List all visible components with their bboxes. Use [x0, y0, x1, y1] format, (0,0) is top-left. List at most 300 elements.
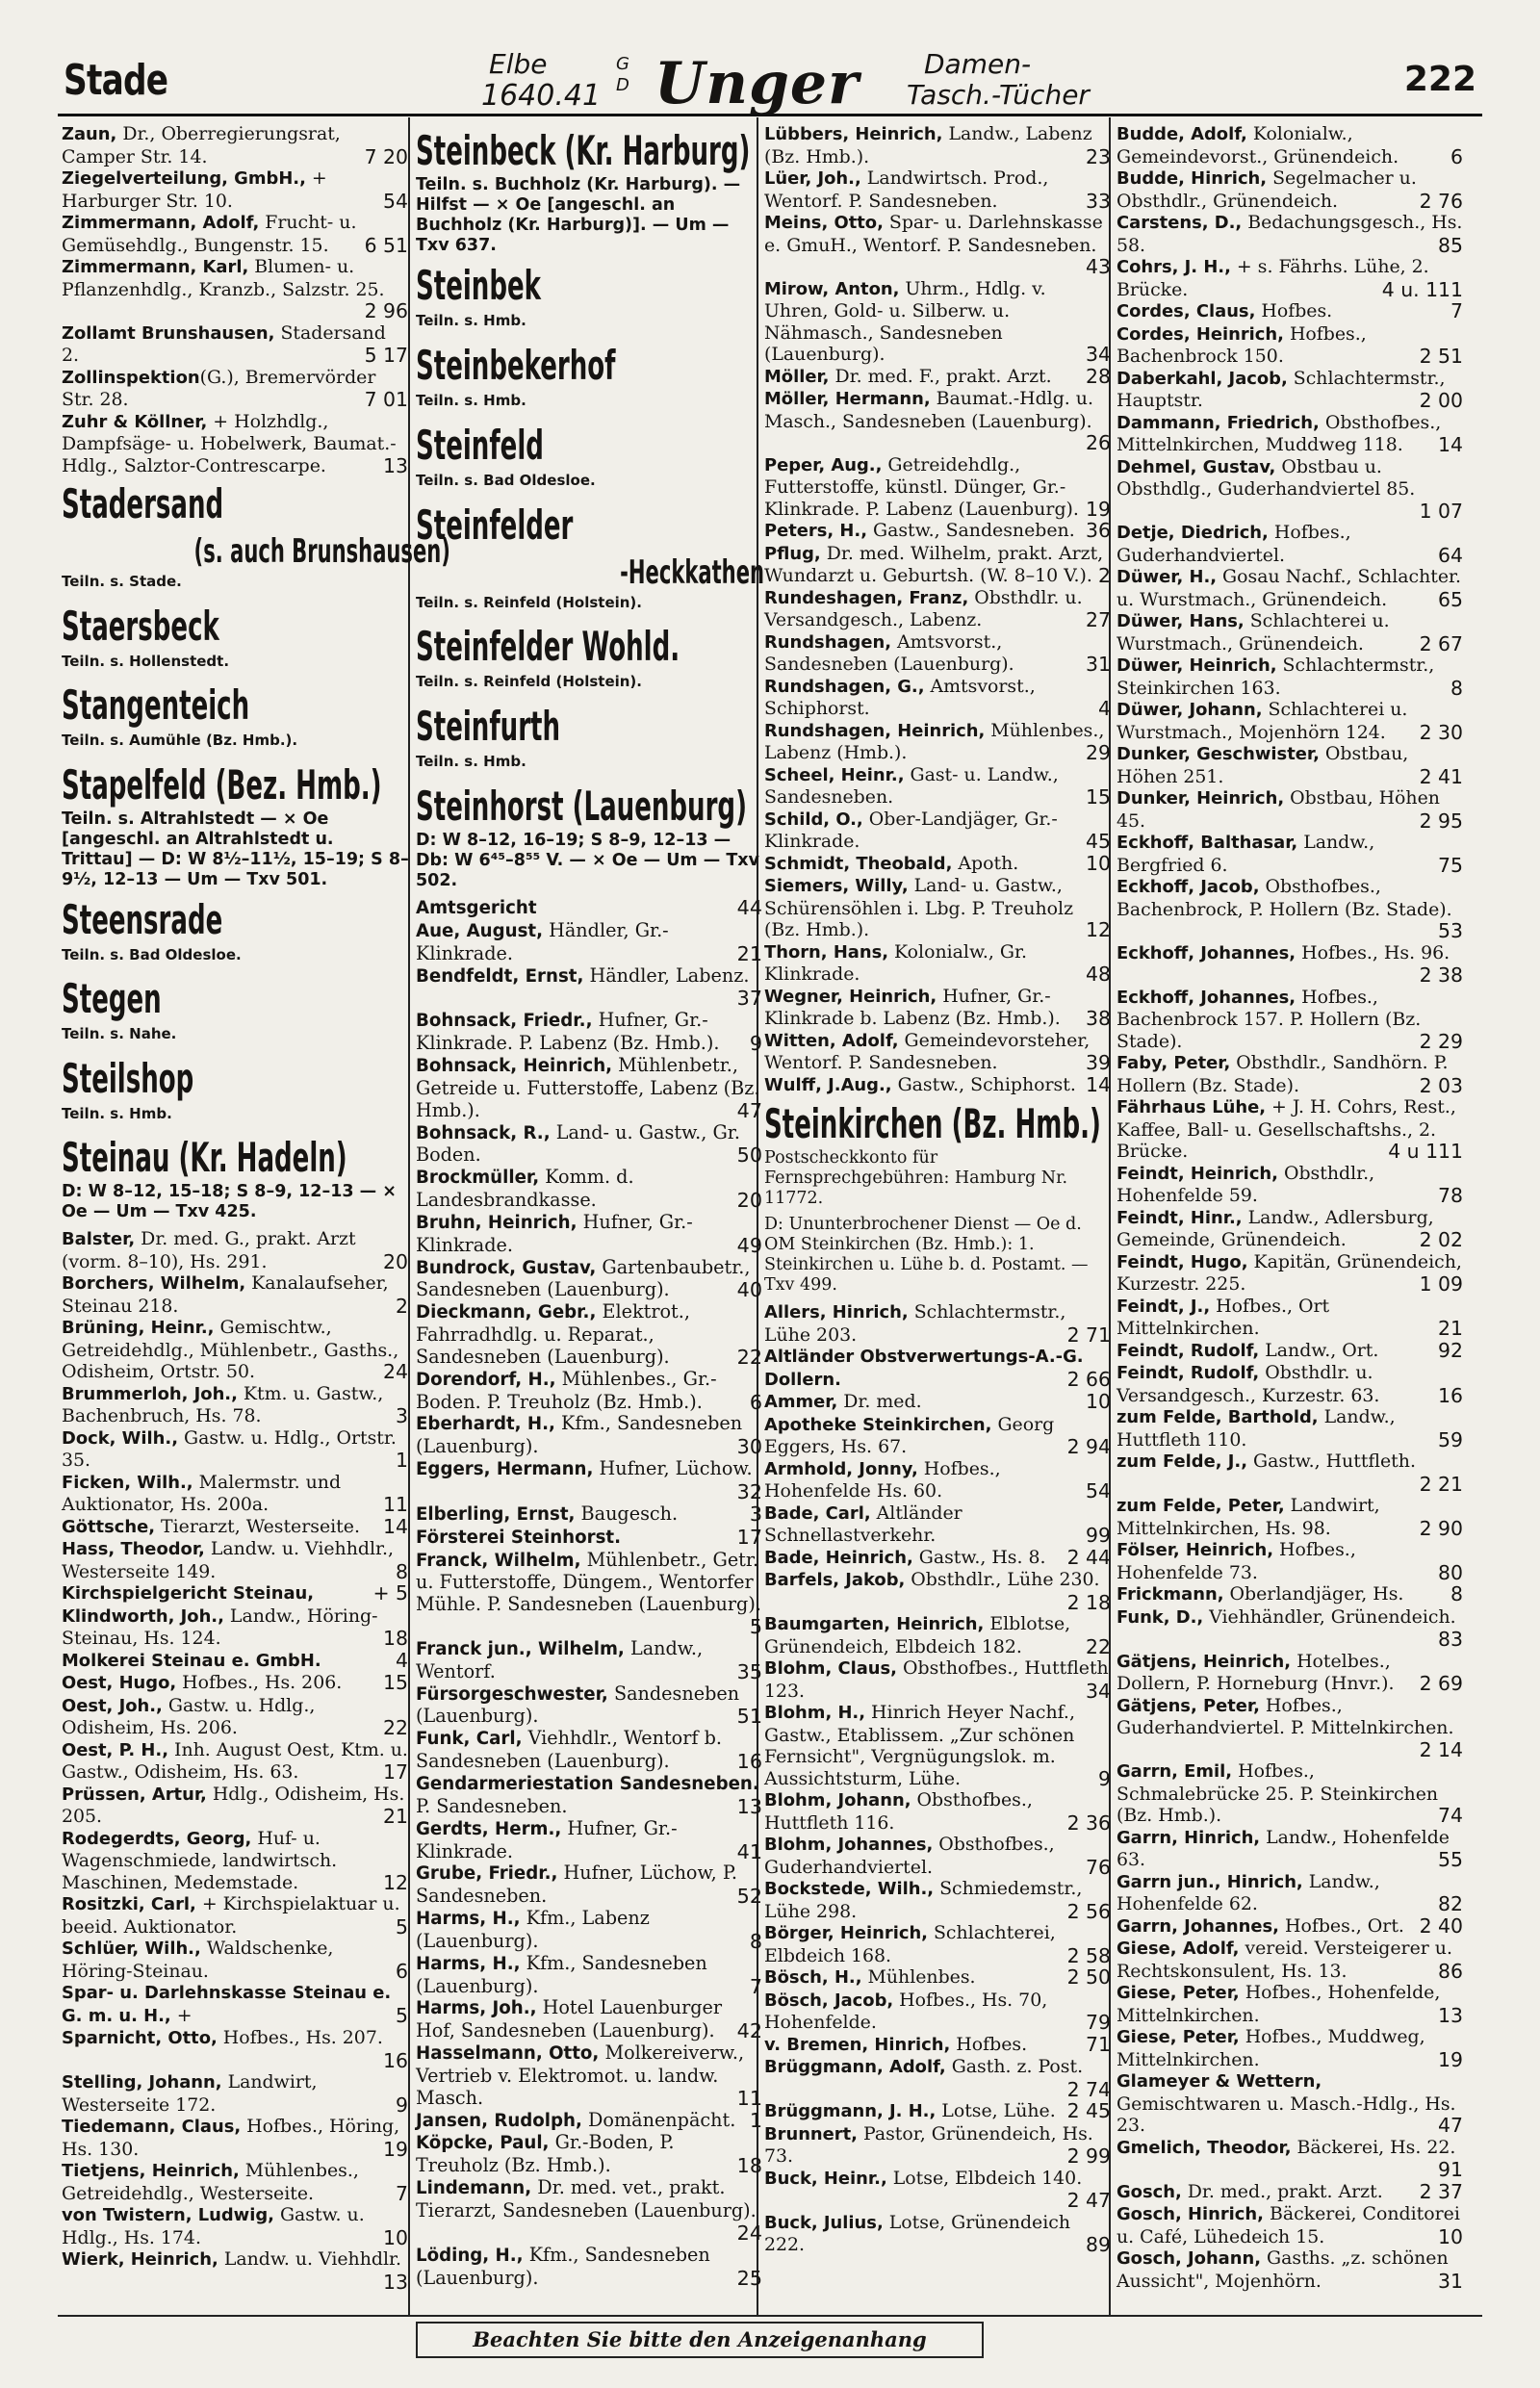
entry-name: Försterei Steinhorst. — [416, 1527, 622, 1548]
service-hours-info: Teiln. s. Buchholz (Kr. Harburg). — Hilfst — × Oe [angeschl. an Buchholz (Kr. Harburg)]. — Um — Txv 637. — [416, 175, 741, 255]
entry-name: Oest, Joh., — [62, 1695, 163, 1716]
entry-details: Hofbes., Schmalebrücke 25. P. Steinkirchen (Bz. Hmb.). — [1116, 1760, 1439, 1826]
directory-entry — [416, 1638, 764, 1683]
entry-name: Budde, Hinrich, — [1116, 168, 1268, 189]
entry-details: Lotse, Grünendeich 222. — [764, 2211, 1071, 2255]
entry-name: Baumgarten, Heinrich, — [764, 1614, 985, 1634]
phone-number: 14 — [1086, 1072, 1111, 1096]
entry-details: Obsthofbes., Huttfleth 123. — [764, 1657, 1109, 1702]
place-name-heading: Steinfelder — [416, 501, 574, 549]
directory-entry — [1116, 566, 1465, 610]
directory-entry — [764, 587, 1113, 631]
entry-name: Bohnsack, Friedr., — [416, 1011, 593, 1032]
directory-entry — [764, 986, 1113, 1030]
entry-name: Rositzki, Carl, — [62, 1894, 196, 1914]
directory-entry — [62, 1828, 410, 1894]
place-name-heading: Steinfeld — [416, 421, 544, 469]
entry-name: Zuhr & Köllner, — [62, 411, 208, 432]
entry-name: Zimmermann, Adolf, — [62, 213, 260, 233]
entry-details: Landw., Huttfleth 110. — [1116, 1406, 1396, 1451]
phone-number: 21 — [1438, 1317, 1463, 1340]
entry-name: Garrn, Hinrich, — [1116, 1827, 1261, 1848]
directory-entry — [416, 1010, 764, 1055]
directory-entry — [764, 2100, 1113, 2123]
directory-entry — [764, 1391, 1113, 1414]
entry-details: Uhrm., Hdlg. v. Uhren, Gold- u. Silberw. u. Nähmasch., Sandesneben (Lauenburg). — [764, 277, 1046, 365]
ad-gd-d: D — [616, 75, 629, 95]
entry-name: Möller, Hermann, — [764, 389, 931, 409]
phone-number: 78 — [1438, 1184, 1463, 1207]
entry-name: Feindt, Hugo, — [1116, 1251, 1248, 1272]
entry-details: Apoth. — [952, 852, 1019, 874]
entry-details: Händler, Labenz. — [583, 963, 750, 987]
entry-name: Glameyer & Wettern, — [1116, 2071, 1322, 2092]
page-header — [58, 46, 1482, 117]
phone-number: 17 — [383, 1760, 408, 1784]
entry-details: Kfm., Sandesneben (Lauenburg). — [416, 1951, 707, 1997]
header-rule — [58, 114, 1482, 116]
phone-number: 14 — [1438, 433, 1463, 456]
service-hours-info: Teiln. s. Altrahlstedt — × Oe [angeschl. an Altrahlstedt u. Trittau] — D: W 8½–11½, 15–19; S 8–9½, 12–13 — Um — Txv 501. — [62, 809, 409, 889]
entry-name: Franck jun., Wilhelm, — [416, 1638, 625, 1659]
directory-entry — [1116, 1362, 1465, 1406]
entry-name: Eckhoff, Balthasar, — [1116, 833, 1298, 853]
phone-number: 2 30 — [1419, 720, 1463, 744]
directory-entry — [62, 2160, 410, 2204]
phone-number: 32 — [736, 1480, 762, 1503]
ad-line-2: 1640.41 — [481, 79, 602, 113]
entry-details: Dr. med., prakt. Arzt. — [1181, 2180, 1383, 2202]
entry-name: Gosch, — [1116, 2181, 1182, 2202]
directory-entry — [1116, 2247, 1465, 2292]
entry-name: Dammann, Friedrich, — [1116, 412, 1320, 433]
entry-name: Witten, Adolf, — [764, 1030, 899, 1051]
directory-entry — [764, 853, 1113, 876]
phone-number: 15 — [1086, 785, 1111, 809]
phone-number: 20 — [736, 1189, 762, 1213]
subscriber-reference: Teiln. s. Hmb. — [416, 753, 526, 771]
phone-number: 75 — [1438, 853, 1463, 877]
entry-details: Kanalaufseher, Steinau 218. — [62, 1272, 389, 1317]
entry-name: Buck, Julius, — [764, 2212, 884, 2233]
phone-number: 11 — [383, 1493, 408, 1516]
phone-number: 19 — [1086, 497, 1111, 521]
directory-entry — [62, 1695, 410, 1739]
directory-entry — [416, 1997, 764, 2042]
phone-number: 22 — [383, 1716, 408, 1739]
phone-number: 2 50 — [1066, 1965, 1111, 1989]
entry-details: Hofbes., Hs. 70, Hohenfelde. — [764, 1989, 1048, 2033]
directory-entry — [62, 1516, 410, 1539]
subscriber-reference: Teiln. s. Hmb. — [416, 312, 526, 329]
phone-number: 5 — [396, 2003, 408, 2027]
place-heading: Stade — [64, 56, 168, 105]
entry-name: Brockmüller, — [416, 1168, 540, 1189]
entry-details: Mühlenbes., Gr.-Boden. P. Treuholz (Bz. Hmb.). — [416, 1367, 717, 1413]
phone-number: 8 — [1450, 1582, 1463, 1605]
directory-entry — [1116, 123, 1465, 167]
entry-name: Budde, Adolf, — [1116, 124, 1247, 144]
phone-number: 65 — [1438, 587, 1463, 611]
directory-entry — [62, 212, 410, 256]
entry-details: Dr. med. — [837, 1391, 922, 1412]
entry-name: Feindt, J., — [1116, 1296, 1211, 1317]
entry-details: Getreidehdlg., Futterstoffe, künstl. Dünger, Gr.-Klinkrade. P. Labenz (Lauenburg). — [764, 453, 1079, 520]
entry-details: Gemischtwaren u. Masch.-Hdlg., Hs. 23. — [1116, 2093, 1456, 2136]
entry-details: Gr.-Boden, P. Treuholz (Bz. Hmb.). — [416, 2131, 675, 2177]
entry-name: Bendfeldt, Ernst, — [416, 965, 584, 987]
entry-details: Hdlg., Odisheim, Hs. 205. — [62, 1783, 405, 1827]
entry-name: Ammer, — [764, 1392, 838, 1412]
entry-name: Rundshagen, G., — [764, 676, 925, 697]
phone-number: 2 69 — [1419, 1672, 1463, 1695]
phone-number: 2 37 — [1419, 2179, 1463, 2203]
phone-number: 2 66 — [1066, 1367, 1111, 1391]
phone-number: 6 51 — [364, 233, 408, 257]
entry-name: Brüning, Heinr., — [62, 1318, 215, 1338]
entry-details: Landwirt, Westerseite 172. — [62, 2071, 318, 2116]
phone-number: 29 — [1086, 741, 1111, 764]
directory-entry — [764, 1878, 1113, 1922]
entry-details: Obsthofbes., Bachenbrock, P. Hollern (Bz. Stade). — [1116, 876, 1452, 920]
directory-entry — [764, 1547, 1113, 1570]
entry-details: Gast- u. Landw., Sandesneben. — [764, 763, 1059, 808]
entry-details: Obsthofbes., Mittelnkirchen, Muddweg 118. — [1116, 411, 1442, 455]
entry-details: Hufner, Lüchow, P. Sandesneben. — [416, 1862, 737, 1908]
phone-number: 47 — [1438, 2114, 1463, 2137]
entry-details: Gastw., Huttfleth. — [1247, 1451, 1416, 1472]
entry-details: Pastor, Grünendeich, Hs. 73. — [764, 2122, 1093, 2167]
ad-brand: Unger — [654, 50, 860, 117]
entry-name: Gendarmeriestation Sandesneben. — [416, 1773, 759, 1794]
entry-details: (G.), Bremervörder Str. 28. — [62, 366, 376, 410]
phone-number: 3 — [749, 1502, 762, 1526]
entry-name: Gerdts, Herm., — [416, 1818, 562, 1839]
entry-details: Schlachtermstr., Steinkirchen 163. — [1116, 655, 1435, 699]
entry-details: Hofbes., Hs. 96. — [1296, 941, 1450, 963]
entry-name: Bockstede, Wilh., — [764, 1879, 935, 1899]
phone-number: 5 — [396, 1914, 408, 1939]
entry-details: Landw., Hohenfelde 63. — [1116, 1826, 1450, 1870]
phone-number: 76 — [1086, 1855, 1111, 1879]
directory-entry — [764, 1030, 1113, 1074]
directory-entry — [1116, 1406, 1465, 1451]
entry-details: Kfm., Labenz (Lauenburg). — [416, 1907, 650, 1952]
column-3 — [764, 123, 1113, 2256]
entry-name: Dunker, Geschwister, — [1116, 744, 1320, 764]
ad-gd-g: G — [616, 54, 629, 74]
phone-number: 9 — [749, 1032, 762, 1056]
entry-details: Hofbes. — [1255, 300, 1333, 321]
directory-entry — [416, 1257, 764, 1302]
directory-entry — [62, 256, 410, 322]
place-name-heading: Stadersand — [62, 480, 224, 527]
entry-details: Hufner, Gr.-Klinkrade. — [416, 1210, 693, 1256]
phone-number: 99 — [1086, 1524, 1111, 1547]
entry-details: Schlachtermstr., Hauptstr. — [1116, 367, 1446, 411]
directory-entry — [416, 2245, 764, 2290]
phone-number: 2 56 — [1066, 1899, 1111, 1923]
entry-details: Hofbes., Hs. 207. — [217, 2027, 383, 2048]
phone-number: 7 — [749, 1974, 762, 1998]
phone-number: 21 — [383, 1805, 408, 1828]
entry-details: Frucht- u. Gemüsehdlg., Bungenstr. 15. — [62, 212, 357, 256]
phone-number: 22 — [736, 1345, 762, 1369]
entry-details: Gemischtw., Getreidehdlg., Mühlenbetr., Gasths., Odisheim, Ortstr. 50. — [62, 1317, 399, 1382]
entry-name: Dunker, Heinrich, — [1116, 788, 1285, 809]
directory-entry — [416, 1503, 764, 1527]
entry-name: Zollamt Brunshausen, — [62, 322, 275, 344]
phone-number: 44 — [736, 896, 762, 920]
phone-number: 4 — [1098, 697, 1111, 720]
phone-number: 83 — [1438, 1628, 1463, 1651]
phone-number: 31 — [1086, 653, 1111, 676]
entry-details: Lotse, Elbdeich 140. — [886, 2167, 1083, 2189]
phone-number: 55 — [1438, 1848, 1463, 1871]
entry-details: Oberlandjäger, Hs. — [1223, 1583, 1404, 1605]
phone-number: 16 — [383, 2048, 408, 2072]
directory-entry — [62, 1317, 410, 1383]
directory-entry — [764, 1966, 1113, 1990]
phone-number: 14 — [383, 1514, 408, 1538]
entry-details: Obsthofbes., Guderhandviertel. — [764, 1834, 1055, 1878]
directory-entry — [1116, 1340, 1465, 1363]
directory-entry — [62, 1938, 410, 1982]
entry-details: Obstbau, Höhen 251. — [1116, 743, 1409, 787]
entry-name: Siemers, Willy, — [764, 876, 909, 896]
directory-entry — [1116, 1651, 1465, 1695]
phone-number: 2 18 — [1066, 1590, 1111, 1614]
phone-number: 3 — [396, 1404, 408, 1427]
entry-name: Düwer, Hans, — [1116, 611, 1245, 631]
directory-entry — [764, 1074, 1113, 1097]
directory-entry — [416, 1369, 764, 1414]
entry-name: Tietjens, Heinrich, — [62, 2161, 240, 2181]
entry-name: Balster, — [62, 1229, 136, 1249]
directory-entry — [1116, 1695, 1465, 1761]
entry-name: Eckhoff, Jacob, — [1116, 877, 1260, 897]
directory-entry — [62, 322, 410, 367]
entry-name: Apotheke Steinkirchen, — [764, 1414, 992, 1435]
entry-name: Aue, August, — [416, 920, 544, 941]
entry-name: Börger, Heinrich, — [764, 1923, 928, 1943]
entry-details: + J. H. Cohrs, Rest., Kaffee, Ball- u. Gesellschaftshs., 2. Brücke. — [1116, 1096, 1456, 1162]
entry-name: Gosch, Hinrich, — [1116, 2204, 1264, 2224]
entry-details: + s. Fährhs. Lühe, 2. Brücke. — [1116, 256, 1429, 300]
entry-name: Dieckmann, Gebr., — [416, 1302, 597, 1323]
phone-number: 82 — [1438, 1892, 1463, 1915]
column-4 — [1116, 123, 1465, 2292]
directory-entry — [62, 1228, 410, 1272]
place-name-heading: Steilshop — [62, 1054, 194, 1102]
column-2 — [416, 123, 764, 2289]
place-name-heading: Staersbeck — [62, 602, 219, 650]
place-name-heading: Stapelfeld (Bez. Hmb.) — [62, 760, 382, 809]
directory-entry — [764, 1789, 1113, 1834]
entry-name: Ficken, Wilh., — [62, 1472, 193, 1493]
entry-details: Kolonialw., Gemeindevorst., Grünendeich. — [1116, 123, 1399, 167]
entry-name: Spar- u. Darlehnskasse Steinau e. G. m. u. H., — [62, 1983, 392, 2026]
phone-number: 54 — [1086, 1479, 1111, 1502]
phone-number: 18 — [383, 1627, 408, 1650]
service-hours-info: D: W 8–12, 15–18; S 8–9, 12–13 — × Oe — Um — Txv 425. — [62, 1182, 397, 1221]
phone-number: 2 36 — [1066, 1810, 1111, 1835]
entry-name: Funk, Carl, — [416, 1729, 523, 1750]
entry-details: Obstbau, Höhen 45. — [1116, 787, 1440, 832]
entry-name: Fürsorgeschwester, — [416, 1683, 608, 1705]
phone-number: 33 — [1086, 189, 1111, 213]
directory-entry — [1116, 167, 1465, 212]
phone-number: 1 — [749, 2108, 762, 2132]
phone-number: 36 — [1086, 519, 1111, 542]
phone-number: 2 58 — [1066, 1943, 1111, 1967]
entry-name: Kirchspielgericht Steinau, — [62, 1583, 315, 1604]
entry-details: Gastw. u. Hdlg., Odisheim, Hs. 206. — [62, 1694, 316, 1738]
entry-details: Hotelbes., Dollern, P. Horneburg (Hnvr.). — [1116, 1650, 1395, 1694]
directory-entry — [1116, 2070, 1465, 2137]
entry-name: Köpcke, Paul, — [416, 2133, 550, 2154]
directory-entry — [1116, 522, 1465, 566]
entry-name: Eckhoff, Johannes, — [1116, 942, 1296, 963]
entry-details: Hufner, Gr.-Klinkrade. — [416, 1816, 678, 1862]
phone-number: 13 — [383, 453, 408, 477]
phone-number: 47 — [736, 1098, 762, 1122]
entry-name: Garrn jun., Hinrich, — [1116, 1871, 1303, 1892]
phone-number: 39 — [1086, 1051, 1111, 1074]
entry-name: Dorendorf, H., — [416, 1369, 556, 1390]
directory-entry — [764, 1657, 1113, 1702]
directory-entry — [1116, 2203, 1465, 2247]
entry-name: Daberkahl, Jacob, — [1116, 368, 1288, 389]
place-name-heading-suffix: (s. auch Brunshausen) — [193, 532, 450, 571]
directory-entry — [62, 2248, 410, 2293]
subscriber-reference: Teiln. s. Stade. — [62, 573, 182, 590]
phone-number: 2 96 — [364, 299, 408, 322]
phone-number: 2 95 — [1419, 809, 1463, 833]
entry-name: Cohrs, J. H., — [1116, 257, 1231, 277]
header-advertisement — [481, 46, 1116, 117]
entry-details: Hofbes., Ort Mittelnkirchen. — [1116, 1295, 1330, 1339]
entry-name: Garrn, Johannes, — [1116, 1915, 1279, 1937]
directory-entry — [416, 1550, 764, 1638]
phone-number: 26 — [1086, 431, 1111, 454]
phone-number: 27 — [1086, 608, 1111, 631]
phone-number: 40 — [736, 1278, 762, 1302]
directory-entry — [1116, 456, 1465, 523]
entry-details: Obstbau u. Obsthdlg., Guderhandviertel 85. — [1116, 455, 1416, 500]
directory-entry — [1116, 787, 1465, 832]
entry-name: Bade, Carl, — [764, 1502, 871, 1524]
place-name-heading-suffix: -Heckkathen — [620, 552, 764, 592]
directory-entry — [416, 1818, 764, 1863]
phone-number: 22 — [1086, 1634, 1111, 1658]
service-hours-info: D: W 8–12, 16–19; S 8–9, 12–13 — Db: W 6⁴⁵–8⁵⁵ V. — × Oe — Um — Txv 502. — [416, 831, 759, 891]
entry-details: Kfm., Sandesneben (Lauenburg). — [416, 2243, 710, 2289]
entry-details: Gemeindevorsteher, Wentorf. P. Sandesneben. — [764, 1029, 1091, 1073]
entry-details: Hofbes., Hohenfelde 73. — [1116, 1539, 1356, 1583]
entry-details: Obsthofbes., Huttfleth 116. — [764, 1789, 1033, 1834]
entry-details: Viehhändler, Grünendeich. — [1203, 1605, 1456, 1628]
subscriber-reference: Teiln. s. Hollenstedt. — [62, 652, 230, 670]
entry-details: Hofbes., Ort. — [1278, 1914, 1404, 1937]
directory-entry — [764, 1613, 1113, 1657]
directory-entry — [1116, 1583, 1465, 1606]
phone-number: 2 99 — [1066, 2144, 1111, 2168]
place-name-heading: Stangenteich — [62, 681, 250, 729]
phone-number: 4 u. 111 — [1381, 277, 1463, 301]
entry-details: Hofbes., Bachenbrock 157. P. Hollern (Bz. Stade). — [1116, 986, 1422, 1052]
phone-number: 17 — [736, 1525, 762, 1549]
directory-entry — [416, 1122, 764, 1168]
entry-name: Cordes, Claus, — [1116, 301, 1256, 321]
phone-number: 2 45 — [1066, 2099, 1111, 2122]
entry-name: Garrn, Emil, — [1116, 1761, 1233, 1782]
column-1 — [62, 123, 450, 2294]
phone-number: 6 — [749, 1390, 762, 1414]
entry-details: Bäckerei, Hs. 22. — [1291, 2136, 1456, 2158]
entry-name: Brüggmann, Adolf, — [764, 2057, 946, 2077]
entry-name: Thorn, Hans, — [764, 941, 889, 963]
entry-name: Gätjens, Peter, — [1116, 1695, 1260, 1716]
entry-details: Gastw., Hs. 8. — [912, 1546, 1046, 1568]
directory-entry — [764, 366, 1113, 389]
entry-name: Feindt, Hinr., — [1116, 1207, 1243, 1228]
phone-number: 9 — [396, 2093, 408, 2117]
phone-number: 2 41 — [1419, 764, 1463, 788]
subscriber-reference: Teiln. s. Hmb. — [62, 1104, 172, 1122]
phone-number: 7 — [1450, 299, 1463, 322]
entry-details: Hofbes., Höring, Hs. 130. — [62, 2116, 400, 2160]
phone-number: 18 — [736, 2154, 762, 2178]
phone-number: 1 09 — [1419, 1272, 1463, 1296]
directory-entry — [764, 2168, 1113, 2212]
directory-entry — [62, 1672, 410, 1695]
entry-details: + Holzhdlg., Dampfsäge- u. Hobelwerk, Baumat.-Hdlg., Salztor-Contrescarpe. — [62, 410, 397, 476]
phone-number: 2 90 — [1419, 1516, 1463, 1540]
entry-name: zum Felde, Barthold, — [1116, 1407, 1319, 1427]
entry-name: Oest, Hugo, — [62, 1673, 177, 1693]
directory-entry — [764, 1834, 1113, 1878]
entry-details: Molkereiverw., Vertrieb v. Elektromot. u. landw. Masch. — [416, 2041, 745, 2109]
directory-entry — [1116, 610, 1465, 655]
entry-details: Landw. u. Viehhdlr. — [218, 2248, 401, 2270]
entry-name: von Twistern, Ludwig, — [62, 2205, 274, 2225]
footer-rule — [58, 2315, 1482, 2317]
entry-name: Bohnsack, R., — [416, 1122, 551, 1143]
entry-name: Rundshagen, — [764, 631, 891, 653]
entry-details: Land- u. Gastw., Gr. Boden. — [416, 1120, 740, 1167]
phone-number: 89 — [1086, 2233, 1111, 2256]
postal-info: D: Ununterbrochener Dienst — Oe d. OM Steinkirchen (Bz. Hmb.): 1. Steinkirchen u. Lühe b. d. Postamt. — Txv 499. — [764, 1215, 1089, 1295]
entry-details: Schlachterei, Elbdeich 168. — [764, 1922, 1056, 1966]
directory-entry — [1116, 1451, 1465, 1495]
entry-details: Viehhdlr., Wentorf b. Sandesneben (Lauenburg). — [416, 1727, 722, 1773]
entry-details: Hofbes., Hs. 206. — [176, 1672, 343, 1693]
directory-entry — [416, 2132, 764, 2177]
place-name-heading: Steinfelder Wohld. — [416, 623, 680, 671]
directory-entry — [764, 2212, 1113, 2256]
directory-entry — [764, 454, 1113, 521]
entry-name: Harms, Joh., — [416, 1998, 537, 2019]
entry-name: Wulff, J.Aug., — [764, 1074, 892, 1095]
entry-details: Kfm., Sandesneben (Lauenburg). — [416, 1412, 743, 1458]
phone-number: 5 — [749, 1615, 762, 1639]
ad-gd-mark — [616, 54, 629, 96]
phone-number: 13 — [383, 2270, 408, 2294]
entry-details: Dr., Oberregierungsrat, Camper Str. 14. — [62, 123, 341, 167]
entry-details: Hofbes., Bachenbrock 150. — [1116, 322, 1367, 367]
directory-entry — [764, 167, 1113, 212]
